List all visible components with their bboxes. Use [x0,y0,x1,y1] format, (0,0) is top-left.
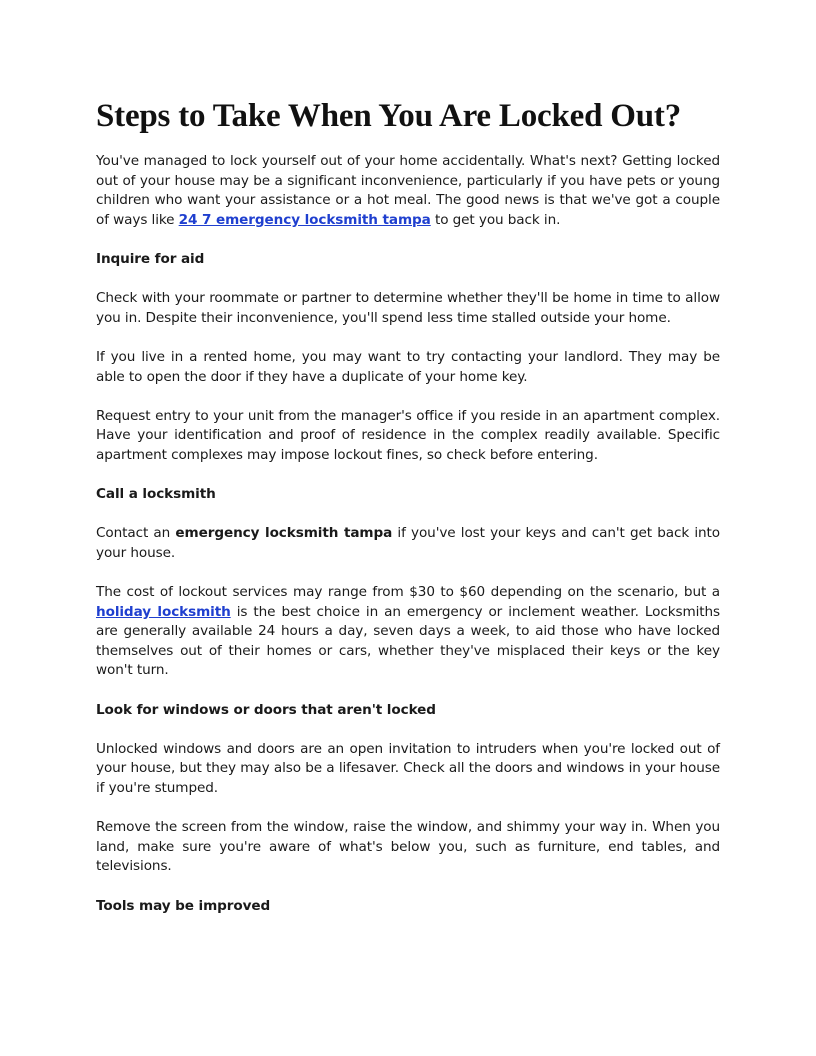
section2-p1-before: Contact an [96,525,176,542]
holiday-locksmith-link[interactable]: holiday locksmith [96,603,231,620]
section-heading-windows-doors: Look for windows or doors that aren't locked [96,701,436,718]
section1-paragraph-2: If you live in a rented home, you may want to try contacting your landlord. They may be able to open the door if they have a duplicate of your home key. [96,348,720,385]
section-heading-inquire: Inquire for aid [96,250,205,267]
section1-paragraph-3: Request entry to your unit from the manager's office if you reside in an apartment complex. Have your identification and proof of residence in the complex readily available. Specific apartment complexes may impose lockout fines, so check before entering. [96,407,720,463]
section-heading-tools: Tools may be improved [96,897,271,914]
section2-p2-after: is the best choice in an emergency or inclement weather. Locksmiths are generally available 24 hours a day, seven days a week, to aid those who have locked themselves out of their homes or cars, whether they've misplaced their keys or the key won't turn. [96,603,721,679]
section1-paragraph-1: Check with your roommate or partner to determine whether they'll be home in time to allow you in. Despite their inconvenience, you'll spend less time stalled outside your home. [96,290,720,326]
section3-paragraph-2: Remove the screen from the window, raise the window, and shimmy your way in. When you land, make sure you're aware of what's below you, such as furniture, end tables, and televisions. [96,819,720,875]
section2-p2-before: The cost of lockout services may range from $30 to $60 depending on the scenario, but a [96,584,720,601]
section-heading-call-locksmith: Call a locksmith [96,486,216,503]
document-page [96,96,720,936]
section2-p1-bold: emergency locksmith tampa [175,525,393,542]
section2-paragraph-2 [96,583,720,681]
section2-p1-after: if you've lost your keys and can't get back into your house. [96,525,720,561]
intro-text-after: to get you back in. [430,211,561,228]
page-title: Steps to Take When You Are Locked Out? [96,98,681,134]
section3-paragraph-1: Unlocked windows and doors are an open invitation to intruders when you're locked out of your house, but they may also be a lifesaver. Check all the doors and windows in your house if you're stumped. [96,740,720,796]
emergency-locksmith-link[interactable]: 24 7 emergency locksmith tampa [178,211,431,228]
intro-text-before: You've managed to lock yourself out of your home accidentally. What's next? Getting locked out of your house may be a significant inconvenience, particularly if you have pets or young children who want your assistance or a hot meal. The good news is that we've got a couple of ways like [96,153,720,228]
section2-paragraph-1 [96,524,720,563]
intro-paragraph [96,152,720,230]
